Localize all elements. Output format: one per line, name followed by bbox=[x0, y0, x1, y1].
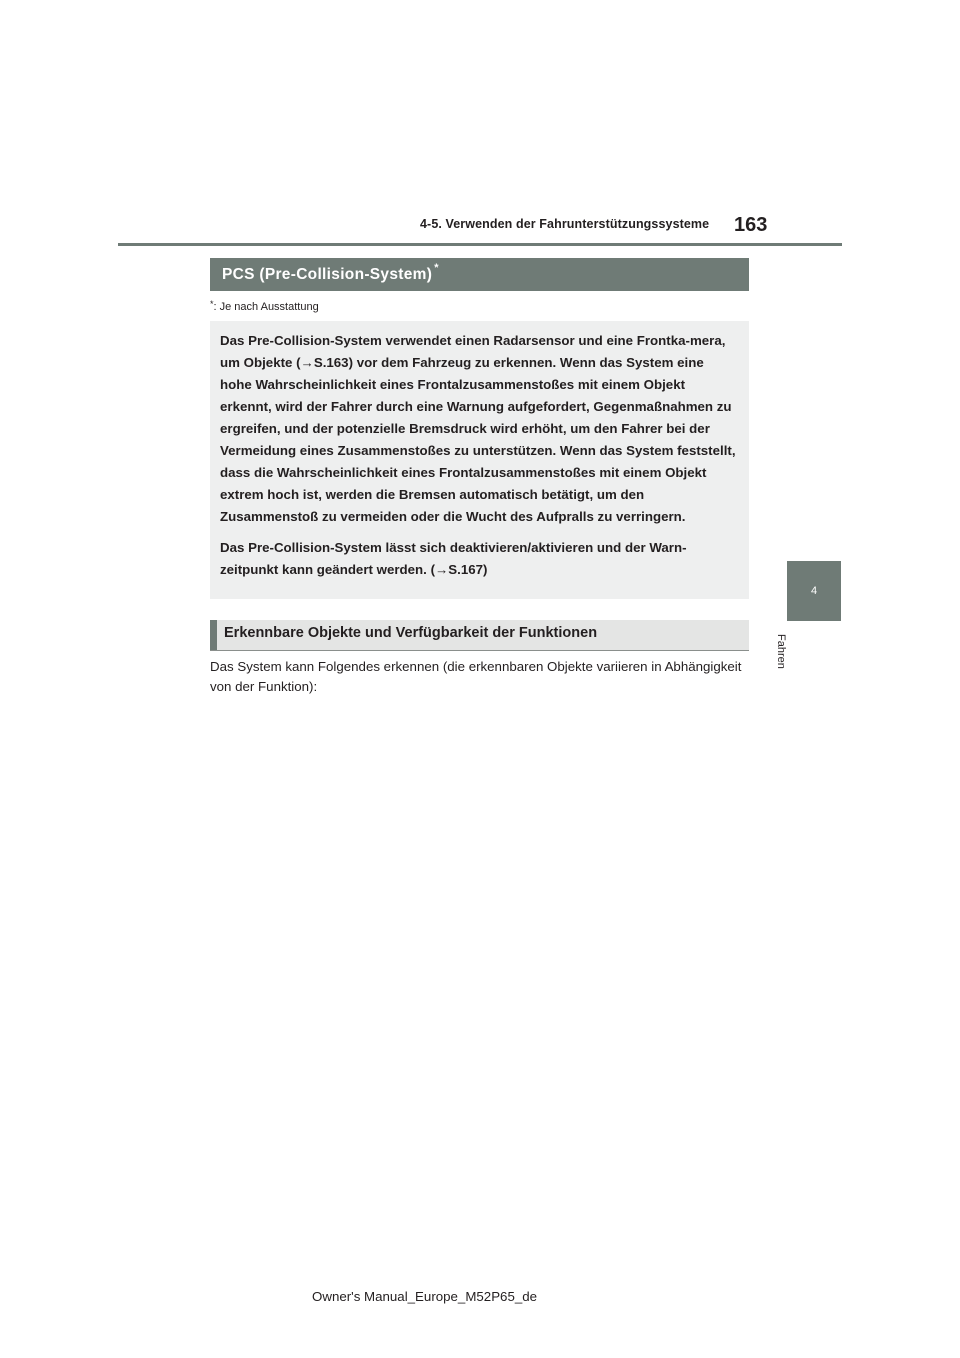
chapter-label-text: Fahren bbox=[775, 634, 787, 669]
pcs-intro-box bbox=[210, 321, 749, 599]
section-heading bbox=[210, 620, 749, 651]
pcs-heading-text: PCS (Pre-Collision-System) bbox=[222, 266, 433, 283]
footer-document-id: Owner's Manual_Europe_M52P65_de bbox=[312, 1289, 538, 1304]
section-heading-title: Erkennbare Objekte und Verfügbarkeit der Funktionen bbox=[224, 625, 598, 641]
footnote-text: : Je nach Ausstattung bbox=[213, 301, 319, 313]
header-divider bbox=[118, 243, 842, 246]
footnote-mark: * bbox=[210, 299, 214, 309]
section-body-text: Das System kann Folgendes erkennen (die erkennbaren Objekte variieren in Abhängigkeit von der Funktion): bbox=[210, 659, 742, 694]
pcs-intro-paragraph-1: Das Pre-Collision-System verwendet einen Radarsensor und eine Frontka-mera, um Objekte (→S.163) vor dem Fahrzeug zu erkennen. Wenn das System eine hohe Wahrscheinlichkeit eines Frontalzusammenstoßes mit einem Objekt erkennt, wird der Fahrer durch eine Warnung aufgefordert, Gegenmaßnahmen zu ergreifen, und der potenzielle Bremsdruck wird erhöht, um den Fahrer bei der Vermeidung eines Zusammenstoßes zu unterstützen. Wenn das System feststellt, dass die Wahrscheinlichkeit eines Frontalzusammenstoßes mit einem Objekt extrem hoch ist, werden die Bremsen automatisch betätigt, um den Zusammenstoß zu vermeiden oder die Wucht des Aufpralls zu verringern. bbox=[220, 333, 736, 524]
chapter-tab bbox=[787, 561, 841, 621]
section-heading-bar bbox=[210, 620, 217, 650]
pcs-intro-paragraph-2: Das Pre-Collision-System lässt sich deaktivieren/aktivieren und der Warn-zeitpunkt kann geändert werden. (→S.167) bbox=[220, 540, 687, 577]
pcs-heading bbox=[210, 258, 749, 291]
chapter-label bbox=[775, 632, 805, 692]
page-number: 163 bbox=[734, 214, 768, 236]
running-header: 4-5. Verwenden der Fahrunterstützungssysteme bbox=[420, 217, 710, 231]
pcs-heading-mark: * bbox=[434, 262, 439, 274]
chapter-number: 4 bbox=[810, 585, 818, 597]
availability-footnote bbox=[210, 301, 319, 313]
